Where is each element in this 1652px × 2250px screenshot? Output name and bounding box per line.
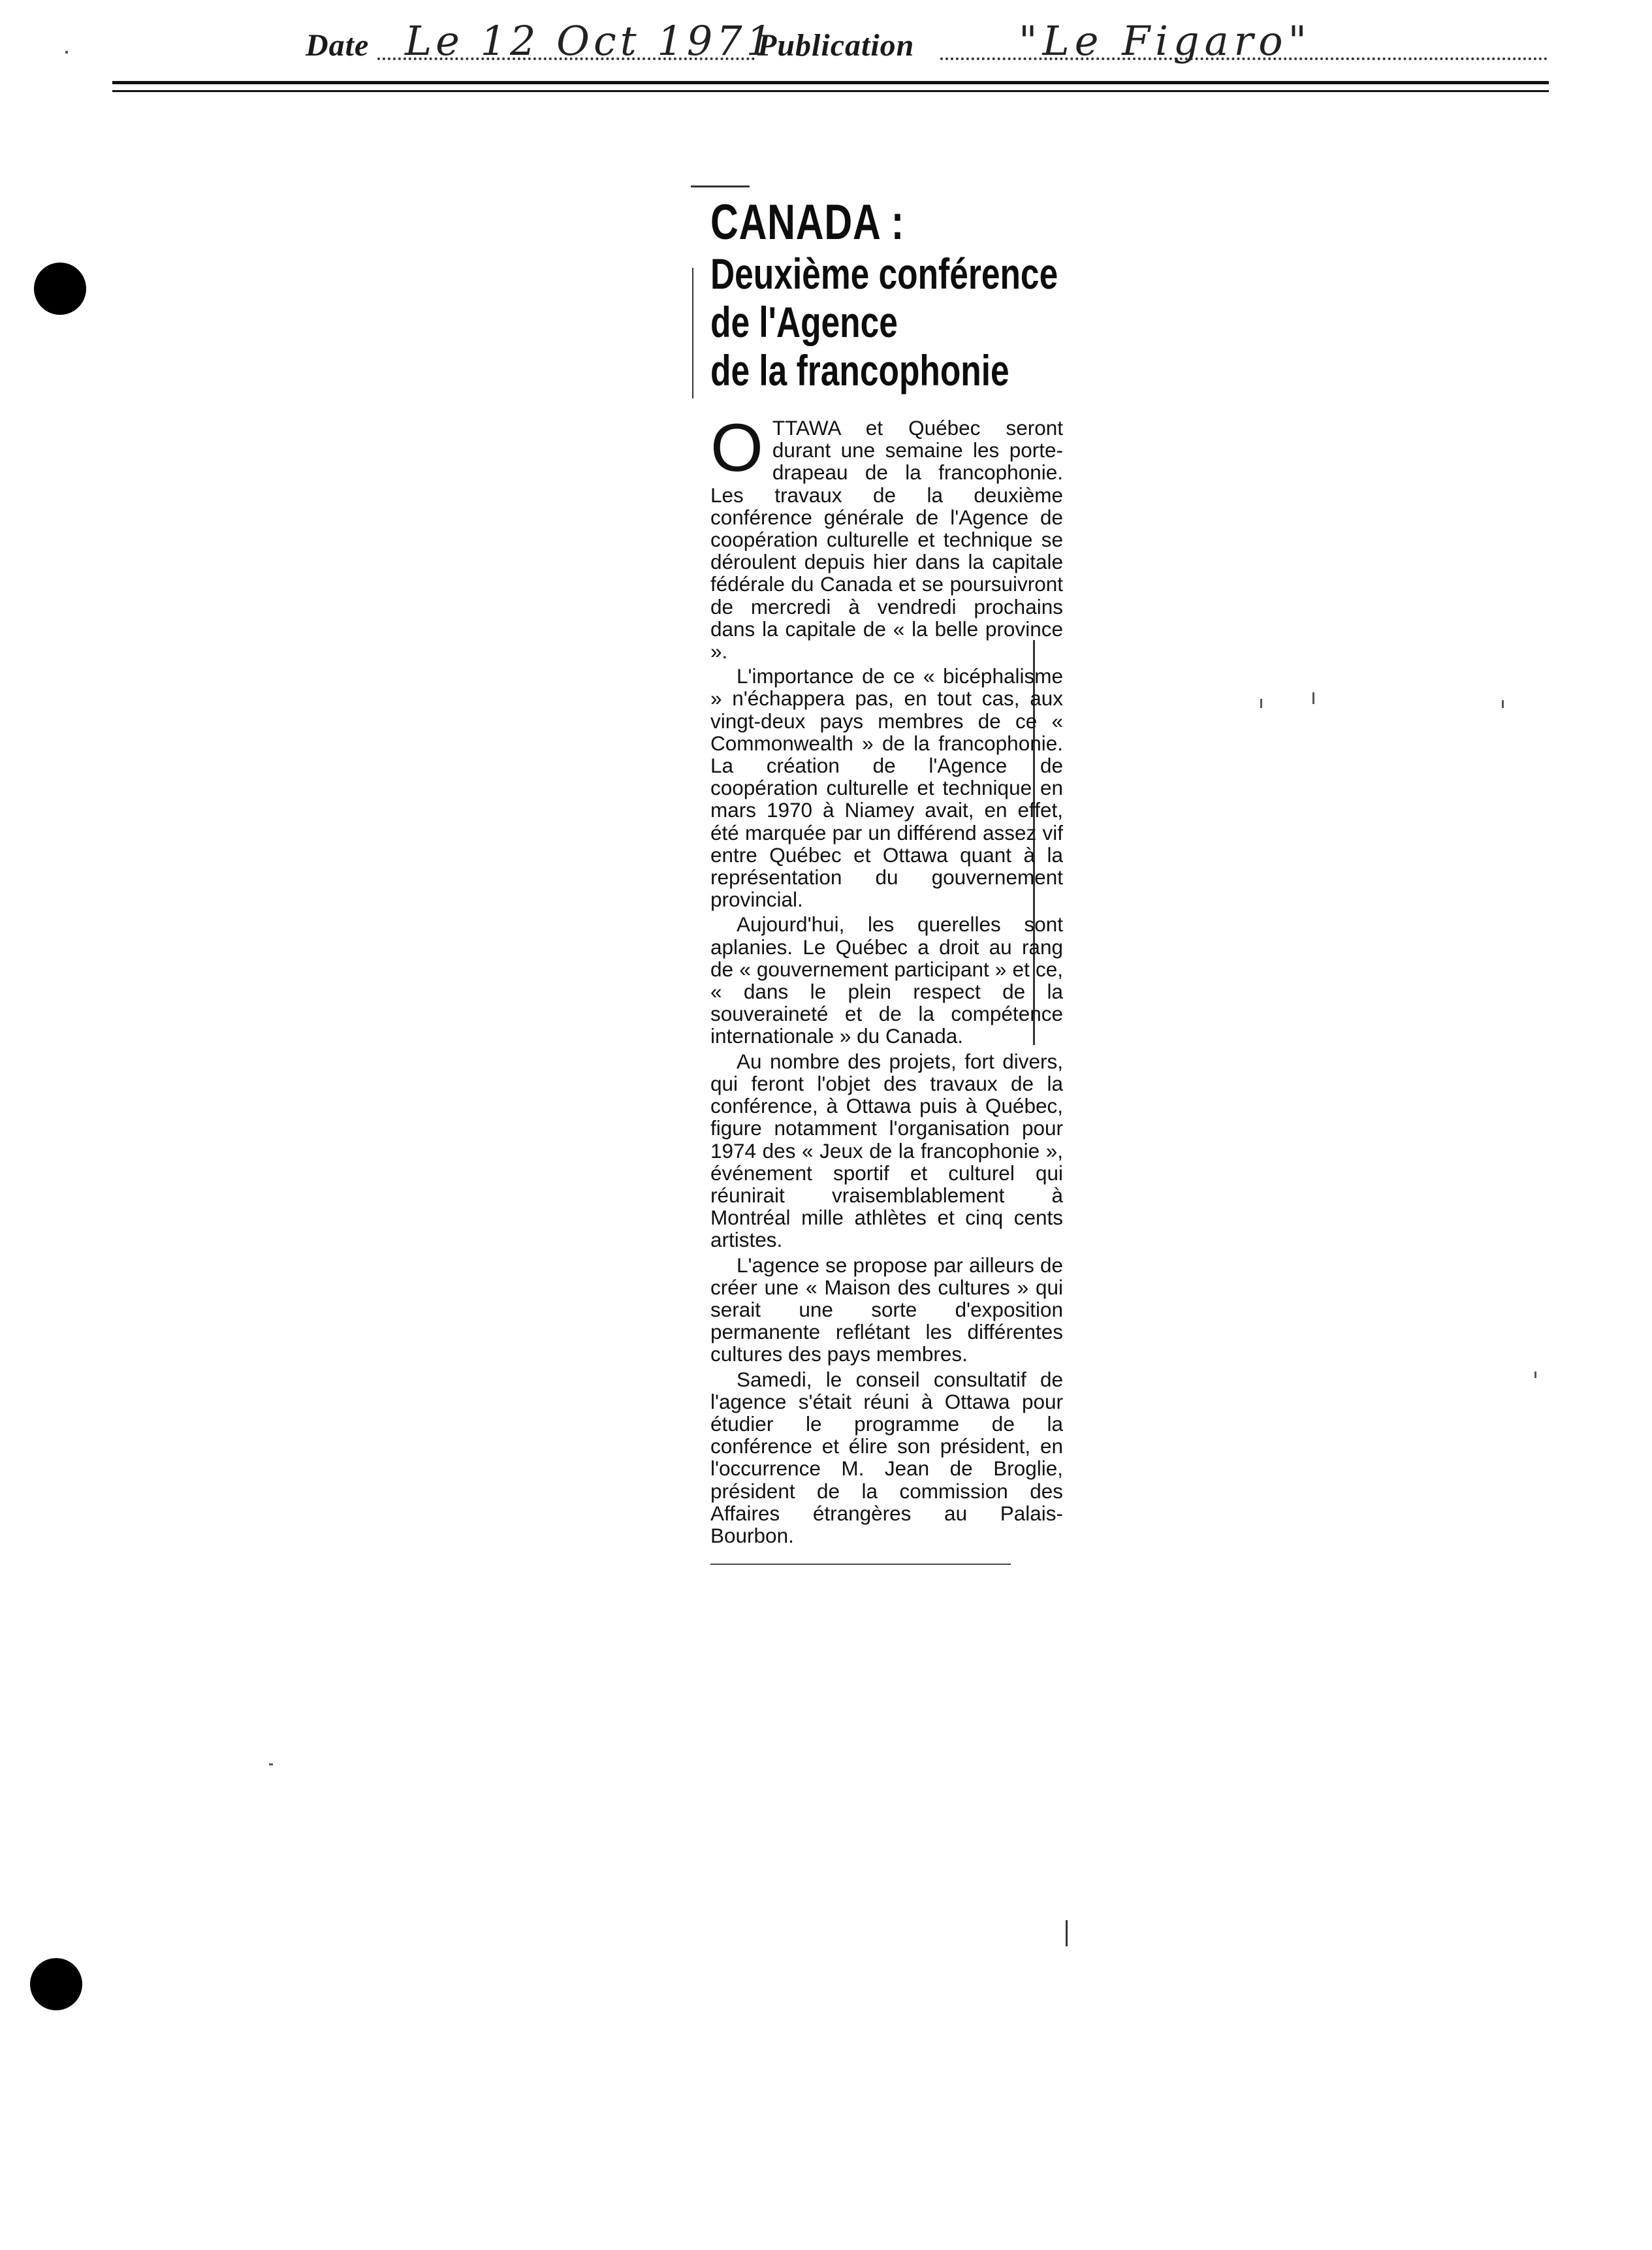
scan-speck [1260,699,1262,708]
scan-speck [65,51,68,54]
scan-speck [1502,700,1504,708]
header-rule-thin [112,90,1549,92]
drop-cap: O [710,410,763,486]
article-title-line: de l'Agence [710,298,898,346]
scan-speck [1534,1372,1536,1378]
binder-hole-top [34,263,86,315]
article-headline [710,196,1067,394]
clipping-edge-left [692,268,693,398]
article-paragraph: Aujourd'hui, les querelles sont aplanies. Le Québec a droit au rang de « gouvernement participant » et ce, « dans le plein respect de la souveraineté et de la compétence internationale » du Canada. [710,912,1063,1048]
article-paragraph: Samedi, le conseil consultatif de l'agence s'était réuni à Ottawa pour étudier le programme de la conférence et élire son président, en l'occurrence M. Jean de Broglie, président de la commission des Affaires étrangères au Palais-Bourbon. [710,1367,1063,1547]
article-kicker: CANADA : [710,195,905,250]
publication-handwritten-value: "Le Figaro" [1019,17,1312,65]
article-paragraph: Au nombre des projets, fort divers, qui feront l'objet des travaux de la conférence, à Ottawa puis à Québec, figure notamment l'organisation pour 1974 des « Jeux de la francophonie », événement sportif et culturel qui réunirait vraisemblablement à Montréal mille athlètes et cinq cents artistes. [710,1049,1063,1252]
clipping-edge-mark [1066,1920,1068,1946]
clipping-bottom-rule [710,1564,1011,1565]
scan-speck [1312,692,1314,704]
publication-label: Publication [757,28,915,63]
date-handwritten-value: Le 12 Oct 1971 [405,17,776,65]
clipping-top-rule [691,185,750,187]
clipping-header [0,0,1652,104]
article-title-line: Deuxième conférence [710,249,1058,298]
article-clipping [710,196,1063,1565]
article-title-line: de la francophonie [710,346,1009,394]
article-paragraph-text: TTAWA et Québec seront durant une semaine les porte-drapeau de la francophonie. Les travaux de la deuxième conférence générale de l'Agence de coopération culturelle et technique se déroulent depuis hier dans la capitale fédérale du Canada et se poursuivront de mercredi à vendredi prochains dans la capitale de « la belle province ». [710,416,1063,664]
article-body [710,410,1063,1547]
date-label: Date [306,28,370,63]
header-rule-thick [112,81,1549,84]
scan-speck [269,1763,273,1765]
article-paragraph: L'importance de ce « bicéphalisme » n'échappera pas, en tout cas, aux vingt-deux pays membres de ce « Commonwealth » de la francophonie. La création de l'Agence de coopération culturelle et technique en mars 1970 à Niamey avait, en effet, été marquée par un différend assez vif entre Québec et Ottawa quant à la représentation du gouvernement provincial. [710,664,1063,912]
article-paragraph [710,410,1063,664]
binder-hole-bottom [30,1958,82,2010]
article-paragraph: L'agence se propose par ailleurs de créer une « Maison des cultures » qui serait une sorte d'exposition permanente reflétant les différentes cultures des pays membres. [710,1253,1063,1366]
